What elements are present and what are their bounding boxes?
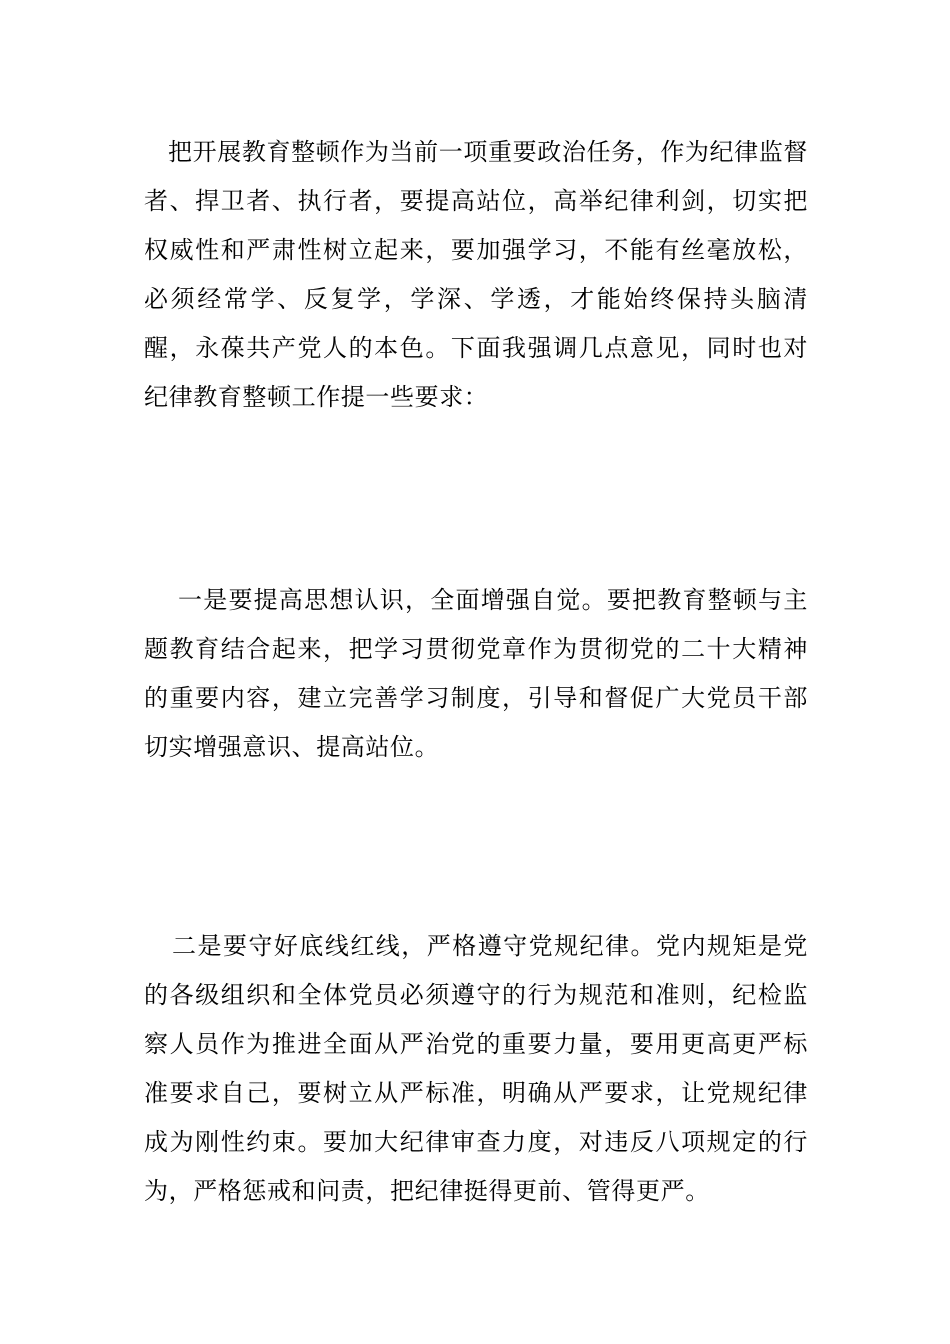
paragraph-point-two: 二是要守好底线红线，严格遵守党规纪律。党内规矩是党的各级组织和全体党员必须遵守的行为规范和准则，纪检监察人员作为推进全面从严治党的重要力量，要用更高更严标准要求自己，要树立从严标准，明确从严要求，让党规纪律成为刚性约束。要加大纪律审查力度，对违反八项规定的行为，严格惩戒和问责，把纪律挺得更前、管得更严。 xyxy=(144,932,808,1205)
paragraph-intro: 把开展教育整顿作为当前一项重要政治任务，作为纪律监督者、捍卫者、执行者，要提高站位，高举纪律利剑，切实把权威性和严肃性树立起来，要加强学习，不能有丝毫放松，必须经常学、反复学，学深、学透，才能始终保持头脑清醒，永葆共产党人的本色。下面我强调几点意见，同时也对纪律教育整顿工作提一些要求： xyxy=(144,138,808,411)
paragraph-point-one: 一是要提高思想认识，全面增强自觉。要把教育整顿与主题教育结合起来，把学习贯彻党章作为贯彻党的二十大精神的重要内容，建立完善学习制度，引导和督促广大党员干部切实增强意识、提高站位。 xyxy=(144,586,808,761)
